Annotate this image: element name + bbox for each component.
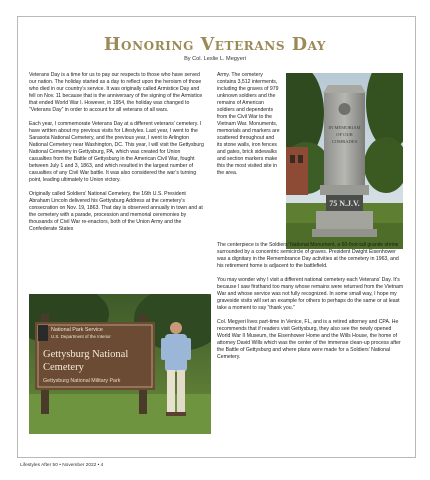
paragraph: The centerpiece is the Soldiers’ National Monument, a 60-foot-tall granite shrine surrounded by a concentric semicircle of graves. President Dwight Eisenhower was a dignitary in the Remembrance Day activities at the cemetery in 1963, and his retirement home is adjacent to the battlefield. [217, 242, 399, 269]
article-byline: By Col. Leslie L. Megyeri [184, 56, 246, 62]
monument-photo-image [286, 73, 403, 249]
cemetery-sign-photo-image [29, 294, 211, 434]
sign-name-line-1: Gettysburg National [43, 349, 129, 360]
paragraph: Originally called Soldiers’ National Cemetery, the 16th U.S. President Abraham Lincoln delivered his Gettysburg Address at the cemetery’s consecration on Nov. 19, 1863. That day is observed annually in town and at the cemetery with a parade, procession and memorial ceremonies by thousands of Civil War re-enactors, both of the Union Army and the Confederate States [29, 191, 203, 232]
paragraph: Army. The cemetery contains 3,512 interments, including the graves of 979 unknown soldiers and the remains of American soldiers and dependents from the Civil War to the Vietnam War. Monuments, memorials and markers are scattered throughout and its stone walls, iron fences and gates, brick sidewalks and section markers make this the most visited site in the area. [217, 72, 280, 176]
monument-inscription-2: OF OUR [336, 132, 353, 137]
article-title: Honoring Veterans Day [103, 35, 327, 55]
paragraph: Veterans Day is a time for us to pay our respects to those who have served our nation. The holiday started as a day to reflect upon the heroism of those who died in our country’s service. It was originally called Armistice Day and fell on Nov. 11 because that is the anniversary of the signing of the Armistice that ended World War I. However, in 1954, the holiday was changed to “Veterans Day” in order to account for all veterans of all wars. [29, 72, 203, 113]
monument-inscription-1: IN MEMORIAM [328, 125, 361, 130]
sign-name-line-2: Cemetery [43, 362, 84, 373]
narrow-column [217, 72, 280, 177]
sign-park-line: Gettysburg National Military Park [43, 378, 121, 384]
paragraph: You may wonder why I visit a different national cemetery each Veterans’ Day. It’s because I saw firsthand too many whose remains were returned from the Vietnam War and whose service was not fully recognized. In some small way, I hope my graveside visits will set an example for others to perhaps do the same or at least take a moment to say “thank you.” [217, 277, 404, 311]
monument-date-text: 75 N.J.V. [329, 199, 360, 208]
monument-photo [286, 73, 403, 249]
sign-agency-line-2: U.S. Department of the Interior [51, 334, 111, 339]
left-column [29, 72, 204, 233]
monument-inscription-3: COMRADES [331, 139, 358, 144]
paragraph: Col. Megyeri lives part-time in Venice, FL, and is a retired attorney and CPA. He recommends that if readers visit Gettysburg, they also see the newly opened World War II Museum, the Eisenhower Home and the Wills House, the home of attorney David Wills which was the center of the immense clean-up process after the Battle of Gettysburg and where plans were made for a Soldiers’ National Cemetery. [217, 319, 401, 360]
cemetery-sign-photo [29, 294, 211, 434]
page-footer: Lifestyles After 50 • November 2022 • 4 [20, 463, 104, 468]
right-column [217, 242, 404, 361]
sign-agency-line-1: National Park Service [51, 327, 103, 333]
paragraph: Each year, I commemorate Veterans Day at a different veterans’ cemetery. I have written about my previous visits for Lifestyles. Last year, I went to the Sarasota National Cemetery, and the previous year, I went to Arlington National Cemetery near Washington, DC. This year, I will visit the Gettysburg National Cemetery in Gettysburg, PA, which was created for Union casualties from the Battle of Gettysburg in the American Civil War, fought between July 1 and 3, 1863, and which resulted in the largest number of casualties of any Civil War battle. It was also considered the war’s turning point, leading ultimately to Union victory. [29, 121, 204, 183]
